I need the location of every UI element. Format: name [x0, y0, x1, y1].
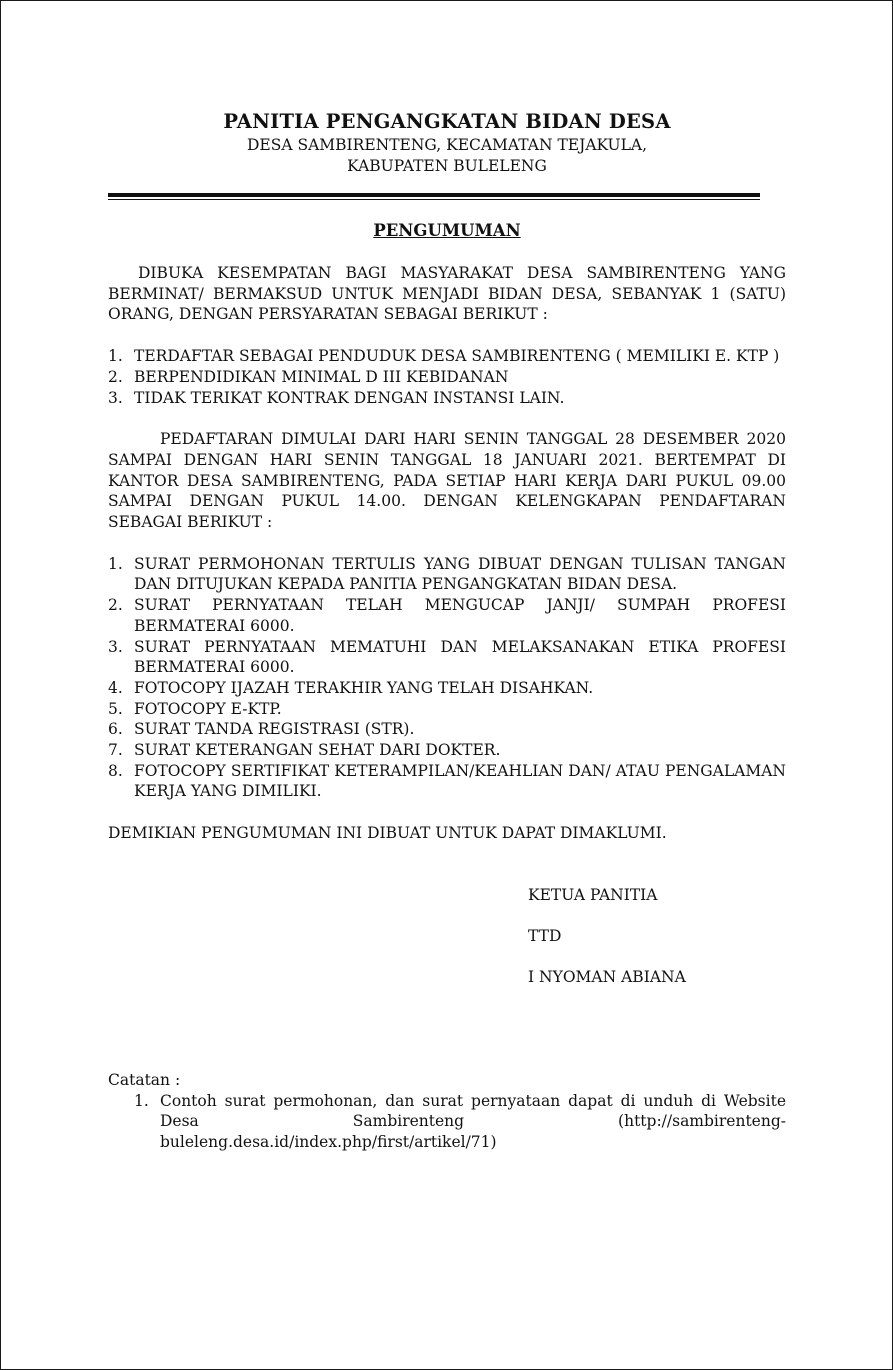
list-number: 7.	[108, 741, 123, 760]
list-text: SURAT TANDA REGISTRASI (STR).	[134, 720, 415, 739]
list-item	[108, 367, 786, 388]
note-text: Contoh surat permohonan, dan surat pernyataan dapat di unduh di Website Desa Sambirenteng (http://sambirenteng-buleleng.desa.id/index.php/first/artikel/71)	[160, 1091, 786, 1152]
announcement-title: PENGUMUMAN	[373, 221, 521, 240]
list-item	[108, 637, 786, 678]
list-item	[108, 719, 786, 740]
signature-role: KETUA PANITIA	[528, 885, 658, 904]
list-number: 1.	[108, 554, 123, 573]
requirements-list	[108, 346, 786, 408]
closing-statement: DEMIKIAN PENGUMUMAN INI DIBUAT UNTUK DAPAT DIMAKLUMI.	[108, 824, 667, 843]
list-text: TERDAFTAR SEBAGAI PENDUDUK DESA SAMBIRENTENG ( MEMILIKI E. KTP )	[134, 347, 780, 366]
list-number: 4.	[108, 678, 123, 697]
list-item	[108, 678, 786, 699]
list-text: SURAT PERNYATAAN TELAH MENGUCAP JANJI/ SUMPAH PROFESI BERMATERAI 6000.	[134, 596, 786, 635]
list-number: 8.	[108, 761, 123, 780]
list-item	[108, 761, 786, 802]
intro-paragraph: DIBUKA KESEMPATAN BAGI MASYARAKAT DESA SAMBIRENTENG YANG BERMINAT/ BERMAKSUD UNTUK MENJADI BIDAN DESA, SEBANYAK 1 (SATU) ORANG, DENGAN PERSYARATAN SEBAGAI BERIKUT :	[108, 264, 786, 324]
list-text: BERPENDIDIKAN MINIMAL D III KEBIDANAN	[134, 367, 509, 386]
list-text: SURAT PERMOHONAN TERTULIS YANG DIBUAT DENGAN TULISAN TANGAN DAN DITUJUKAN KEPADA PANITIA PENGANGKATAN BIDAN DESA.	[134, 554, 786, 594]
list-item	[108, 388, 786, 409]
address-line-2: KABUPATEN BULELENG	[347, 157, 547, 175]
registration-paragraph: PEDAFTARAN DIMULAI DARI HARI SENIN TANGGAL 28 DESEMBER 2020 SAMPAI DENGAN HARI SENIN TANGGAL 18 JANUARI 2021. BERTEMPAT DI KANTOR DESA SAMBIRENTENG, PADA SETIAP HARI KERJA DARI PUKUL 09.00 SAMPAI DENGAN PUKUL 14.00. DENGAN KELENGKAPAN PENDAFTARAN SEBAGAI BERIKUT :	[108, 430, 786, 532]
list-number: 1.	[134, 1091, 149, 1110]
header-rule-thin	[108, 199, 760, 200]
address-line-1: DESA SAMBIRENTENG, KECAMATAN TEJAKULA,	[246, 136, 648, 154]
list-number: 1.	[108, 347, 123, 366]
documents-list	[108, 554, 786, 802]
notes-label: Catatan :	[108, 1070, 181, 1089]
list-text: SURAT PERNYATAAN MEMATUHI DAN MELAKSANAKAN ETIKA PROFESI BERMATERAI 6000.	[134, 637, 786, 677]
organization-name: PANITIA PENGANGKATAN BIDAN DESA	[223, 110, 671, 133]
header-rule-thick	[108, 193, 760, 197]
list-number: 6.	[108, 720, 123, 739]
list-number: 3.	[108, 388, 123, 407]
list-number: 2.	[108, 596, 123, 615]
signature-ttd: TTD	[528, 927, 562, 946]
list-text: FOTOCOPY E-KTP.	[134, 699, 282, 718]
signature-name: I NYOMAN ABIANA	[528, 968, 686, 987]
list-item	[108, 554, 786, 595]
list-text: SURAT KETERANGAN SEHAT DARI DOKTER.	[134, 741, 501, 760]
list-item	[108, 595, 786, 636]
list-item	[134, 1091, 786, 1153]
list-item	[108, 740, 786, 761]
list-number: 2.	[108, 367, 123, 386]
list-number: 5.	[108, 699, 123, 718]
list-text: TIDAK TERIKAT KONTRAK DENGAN INSTANSI LAIN.	[134, 388, 565, 407]
signature-block	[528, 885, 786, 988]
list-text: FOTOCOPY SERTIFIKAT KETERAMPILAN/KEAHLIAN DAN/ ATAU PENGALAMAN KERJA YANG DIMILIKI.	[134, 761, 786, 801]
list-text: FOTOCOPY IJAZAH TERAKHIR YANG TELAH DISAHKAN.	[134, 678, 594, 697]
list-item	[108, 699, 786, 720]
list-number: 3.	[108, 637, 123, 656]
document-content	[108, 109, 786, 1153]
notes-list	[134, 1091, 786, 1153]
list-item	[108, 346, 786, 367]
